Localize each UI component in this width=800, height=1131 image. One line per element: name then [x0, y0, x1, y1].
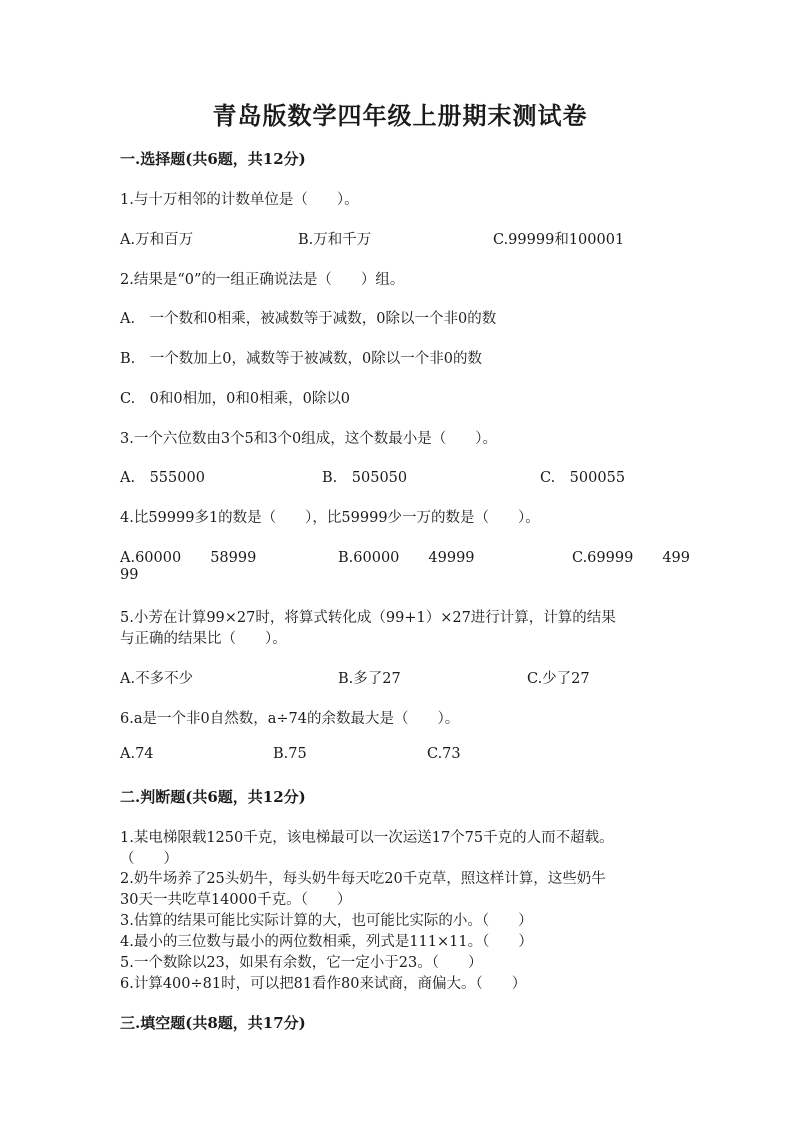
question-1-stem: 1.与十万相邻的计数单位是（ ）。: [120, 192, 359, 208]
judgement-line: 3.估算的结果可能比实际计算的大，也可能比实际的小。（ ）: [120, 913, 533, 929]
question-1-option-a: A.万和百万: [120, 232, 194, 248]
question-3-option-b: B. 505050: [322, 470, 408, 486]
judgement-line: 30天一共吃草14000千克。（ ）: [120, 892, 352, 908]
question-4-option-c-continued: 99: [120, 567, 139, 583]
question-2-stem: 2.结果是“0”的一组正确说法是（ ）组。: [120, 272, 405, 288]
question-3-stem: 3.一个六位数由3个5和3个0组成，这个数最小是（ ）。: [120, 431, 497, 447]
question-4-stem: 4.比59999多1的数是（ ），比59999少一万的数是（ ）。: [120, 510, 540, 526]
question-5-stem-line-2: 与正确的结果比（ ）。: [120, 631, 287, 647]
question-5-option-c: C.少了27: [527, 671, 590, 687]
question-6-option-b: B.75: [273, 746, 307, 762]
section-header-true-false: 二.判断题(共6题，共12分): [120, 788, 306, 806]
question-5-stem-line-1: 5.小芳在计算99×27时，将算式转化成（99+1）×27进行计算，计算的结果: [120, 610, 616, 626]
judgement-line: 2.奶牛场养了25头奶牛，每头奶牛每天吃20千克草，照这样计算，这些奶牛: [120, 871, 606, 887]
judgement-line: 1.某电梯限载1250千克，该电梯最可以一次运送17个75千克的人而不超载。: [120, 830, 614, 846]
question-3-option-a: A. 555000: [120, 470, 205, 486]
question-6-option-a: A.74: [120, 746, 154, 762]
question-1-option-b: B.万和千万: [298, 232, 372, 248]
question-2-option-b: B. 一个数加上0，减数等于被减数，0除以一个非0的数: [120, 351, 482, 367]
question-1-option-c: C.99999和100001: [493, 232, 625, 248]
question-4-option-a: A.60000 58999: [120, 550, 257, 566]
judgement-line: 6.计算400÷81时，可以把81看作80来试商，商偏大。（ ）: [120, 976, 527, 992]
judgement-line: （ ）: [120, 851, 178, 867]
judgement-line: 5.一个数除以23，如果有余数，它一定小于23。（ ）: [120, 955, 483, 971]
section-header-fill-in: 三.填空题(共8题，共17分): [120, 1014, 306, 1032]
question-4-option-c: C.69999 499: [572, 550, 690, 566]
section-header-choice: 一.选择题(共6题，共12分): [120, 150, 306, 168]
question-5-option-b: B.多了27: [338, 671, 401, 687]
question-2-option-c: C. 0和0相加，0和0相乘，0除以0: [120, 391, 351, 407]
question-4-option-b: B.60000 49999: [338, 550, 475, 566]
question-6-stem: 6.a是一个非0自然数，a÷74的余数最大是（ ）。: [120, 711, 460, 727]
judgement-line: 4.最小的三位数与最小的两位数相乘，列式是111×11。（ ）: [120, 934, 533, 950]
question-5-option-a: A.不多不少: [120, 671, 194, 687]
question-3-option-c: C. 500055: [540, 470, 626, 486]
page-title: 青岛版数学四年级上册期末测试卷: [212, 101, 588, 130]
question-6-option-c: C.73: [427, 746, 461, 762]
question-2-option-a: A. 一个数和0相乘，被减数等于减数，0除以一个非0的数: [120, 311, 497, 327]
